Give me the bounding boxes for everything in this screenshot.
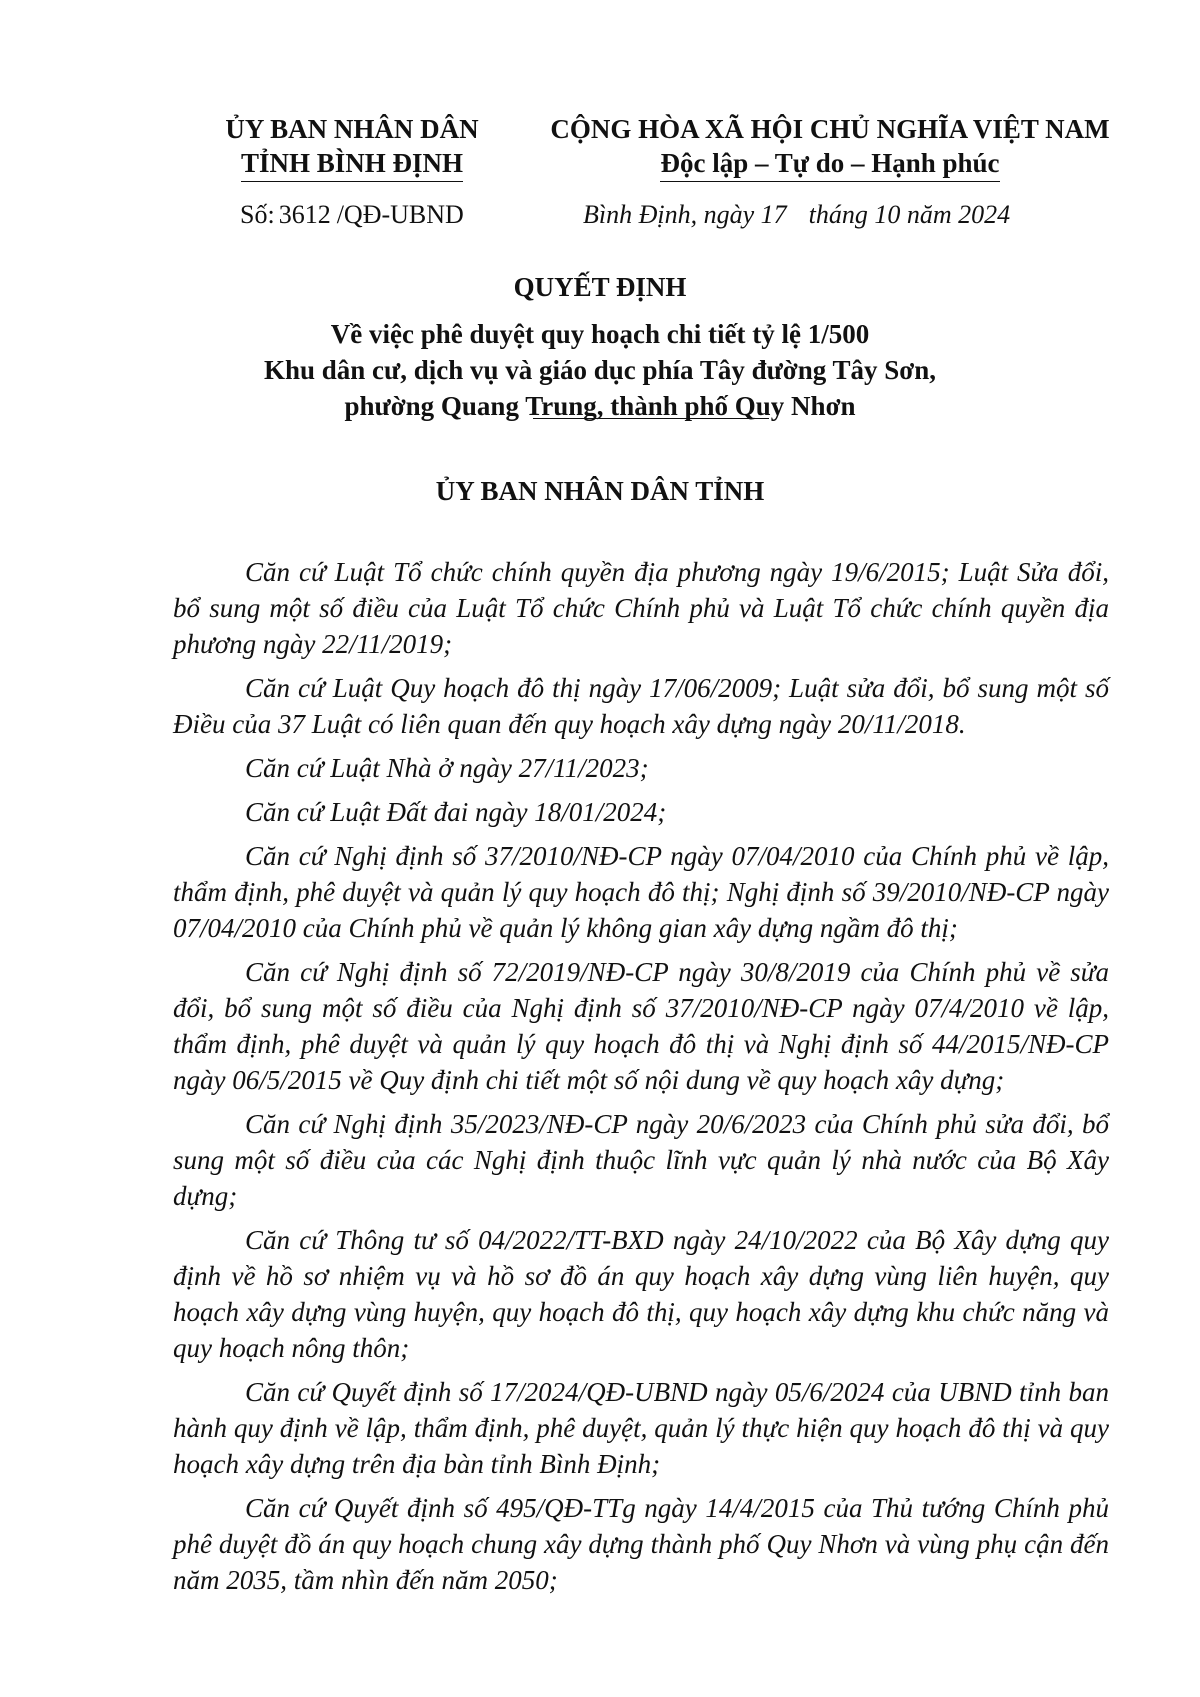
date-prefix: Bình Định, ngày 17	[583, 200, 787, 229]
legal-basis-section	[173, 554, 1109, 1606]
legal-basis-paragraph: Căn cứ Luật Tổ chức chính quyền địa phương ngày 19/6/2015; Luật Sửa đổi, bổ sung một số điều của Luật Tổ chức Chính phủ và Luật Tổ chức chính quyền địa phương ngày 22/11/2019;	[173, 557, 1109, 659]
issuing-authority-block	[172, 112, 532, 182]
province-name: TỈNH BÌNH ĐỊNH	[241, 146, 463, 182]
number-suffix: /QĐ-UBND	[336, 200, 464, 229]
national-title: CỘNG HÒA XÃ HỘI CHỦ NGHĨA VIỆT NAM	[550, 114, 1110, 144]
legal-basis-paragraph: Căn cứ Nghị định số 37/2010/NĐ-CP ngày 07/04/2010 của Chính phủ về lập, thẩm định, phê duyệt và quản lý quy hoạch đô thị; Nghị định số 39/2010/NĐ-CP ngày 07/04/2010 của Chính phủ về quản lý không gian xây dựng ngầm đô thị;	[173, 841, 1109, 943]
legal-basis-paragraph: Căn cứ Luật Quy hoạch đô thị ngày 17/06/2009; Luật sửa đổi, bổ sung một số Điều của 37 Luật có liên quan đến quy hoạch xây dựng ngày 20/11/2018.	[173, 673, 1109, 739]
issuer-heading: ỦY BAN NHÂN DÂN TỈNH	[435, 476, 765, 506]
legal-basis-paragraph: Căn cứ Luật Nhà ở ngày 27/11/2023;	[245, 753, 649, 783]
legal-basis-paragraph: Căn cứ Quyết định số 495/QĐ-TTg ngày 14/4/2015 của Thủ tướng Chính phủ phê duyệt đồ án quy hoạch chung xây dựng thành phố Quy Nhơn và vùng phụ cận đến năm 2035, tầm nhìn đến năm 2050;	[173, 1493, 1109, 1595]
place-and-date	[583, 198, 1010, 232]
legal-basis-paragraph: Căn cứ Thông tư số 04/2022/TT-BXD ngày 24/10/2022 của Bộ Xây dựng quy định về hồ sơ nhiệm vụ và hồ sơ đồ án quy hoạch xây dựng vùng liên huyện, quy hoạch xây dựng vùng huyện, quy hoạch đô thị, quy hoạch xây dựng khu chức năng và quy hoạch nông thôn;	[173, 1225, 1109, 1363]
date-suffix: tháng 10 năm 2024	[808, 200, 1011, 229]
national-title-block	[530, 112, 1130, 182]
subject-line-2: Khu dân cư, dịch vụ và giáo dục phía Tây đường Tây Sơn,	[263, 355, 937, 385]
legal-basis-paragraph: Căn cứ Luật Đất đai ngày 18/01/2024;	[245, 797, 667, 827]
subject-divider	[533, 418, 769, 419]
number-label: Số:	[240, 200, 275, 229]
document-subject	[0, 316, 1200, 424]
subject-line-3: phường Quang Trung, thành phố Quy Nhơn	[344, 391, 856, 421]
national-motto: Độc lập – Tự do – Hạnh phúc	[660, 146, 999, 182]
number-value: 3612	[278, 200, 331, 229]
legal-basis-paragraph: Căn cứ Quyết định số 17/2024/QĐ-UBND ngày 05/6/2024 của UBND tỉnh ban hành quy định về lập, thẩm định, phê duyệt, quản lý thực hiện quy hoạch đô thị và quy hoạch xây dựng trên địa bàn tỉnh Bình Định;	[173, 1377, 1109, 1479]
document-number	[240, 198, 464, 232]
legal-basis-paragraph: Căn cứ Nghị định 35/2023/NĐ-CP ngày 20/6/2023 của Chính phủ sửa đổi, bổ sung một số điều của các Nghị định thuộc lĩnh vực quản lý nhà nước của Bộ Xây dựng;	[173, 1109, 1109, 1211]
authority-name: ỦY BAN NHÂN DÂN	[225, 114, 479, 144]
legal-basis-paragraph: Căn cứ Nghị định số 72/2019/NĐ-CP ngày 30/8/2019 của Chính phủ về sửa đổi, bổ sung một số điều của Nghị định số 37/2010/NĐ-CP ngày 07/4/2010 về lập, thẩm định, phê duyệt và quản lý quy hoạch đô thị và Nghị định số 44/2015/NĐ-CP ngày 06/5/2015 về Quy định chi tiết một số nội dung về quy hoạch xây dựng;	[173, 957, 1109, 1095]
subject-line-1: Về việc phê duyệt quy hoạch chi tiết tỷ lệ 1/500	[330, 319, 870, 349]
document-title: QUYẾT ĐỊNH	[513, 272, 687, 302]
